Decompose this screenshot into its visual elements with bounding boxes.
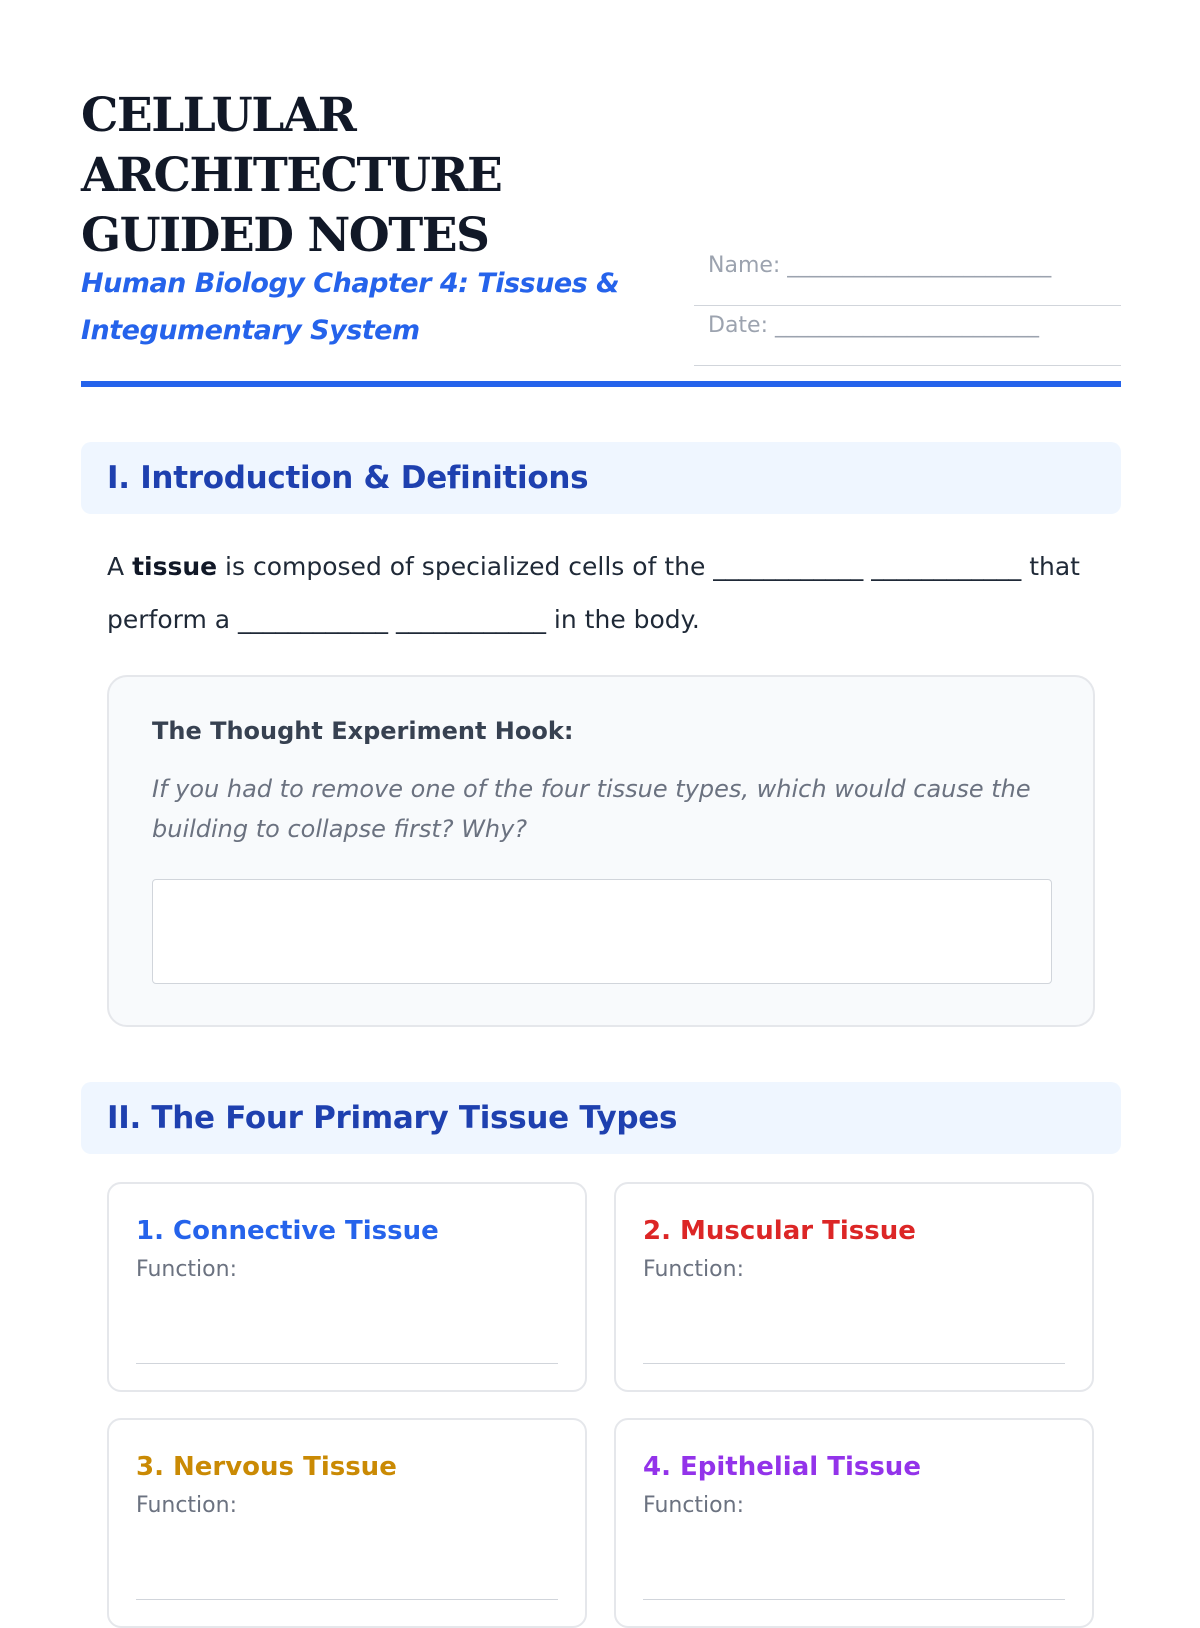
tissue-card-nervous <box>107 1418 587 1628</box>
function-label: Function: <box>136 1493 237 1518</box>
answer-line[interactable] <box>136 1363 558 1364</box>
section-heading-introduction: I. Introduction & Definitions <box>81 442 1121 514</box>
tissue-card-title: 4. Epithelial Tissue <box>643 1452 921 1482</box>
tissue-card-epithelial <box>614 1418 1094 1628</box>
intro-suffix: in the body. <box>545 605 700 634</box>
tissue-card-title: 2. Muscular Tissue <box>643 1216 916 1246</box>
intro-body: is composed of specialized cells of the ____________ ____________ that perform a ____________ ____________ <box>107 552 1080 634</box>
student-info-fields <box>694 246 1121 366</box>
section-heading-tissue-types: II. The Four Primary Tissue Types <box>81 1082 1121 1154</box>
page-subtitle: Human Biology Chapter 4: Tissues & Integumentary System <box>81 268 620 346</box>
worksheet-page <box>81 0 1121 1518</box>
hook-title: The Thought Experiment Hook: <box>152 717 574 745</box>
page-title: CELLULAR ARCHITECTURE GUIDED NOTES <box>81 88 502 263</box>
date-field[interactable]: Date: ________________________ <box>694 306 1121 366</box>
thought-experiment-box <box>107 675 1095 1027</box>
hook-question: If you had to remove one of the four tissue types, which would cause the building to collapse first? Why? <box>152 775 1031 843</box>
tissue-card-title: 3. Nervous Tissue <box>136 1452 397 1482</box>
term-tissue: tissue <box>132 552 218 581</box>
header-divider <box>81 381 1121 387</box>
tissue-definition-paragraph <box>107 540 1087 646</box>
hook-answer-box[interactable] <box>152 879 1052 984</box>
tissue-card-muscular <box>614 1182 1094 1392</box>
function-label: Function: <box>643 1493 744 1518</box>
intro-prefix: A <box>107 552 133 581</box>
answer-line[interactable] <box>643 1363 1065 1364</box>
function-label: Function: <box>136 1257 237 1282</box>
name-field[interactable]: Name: ________________________ <box>694 246 1121 306</box>
tissue-card-connective <box>107 1182 587 1392</box>
worksheet-header <box>81 0 1121 390</box>
function-label: Function: <box>643 1257 744 1282</box>
tissue-card-title: 1. Connective Tissue <box>136 1216 439 1246</box>
